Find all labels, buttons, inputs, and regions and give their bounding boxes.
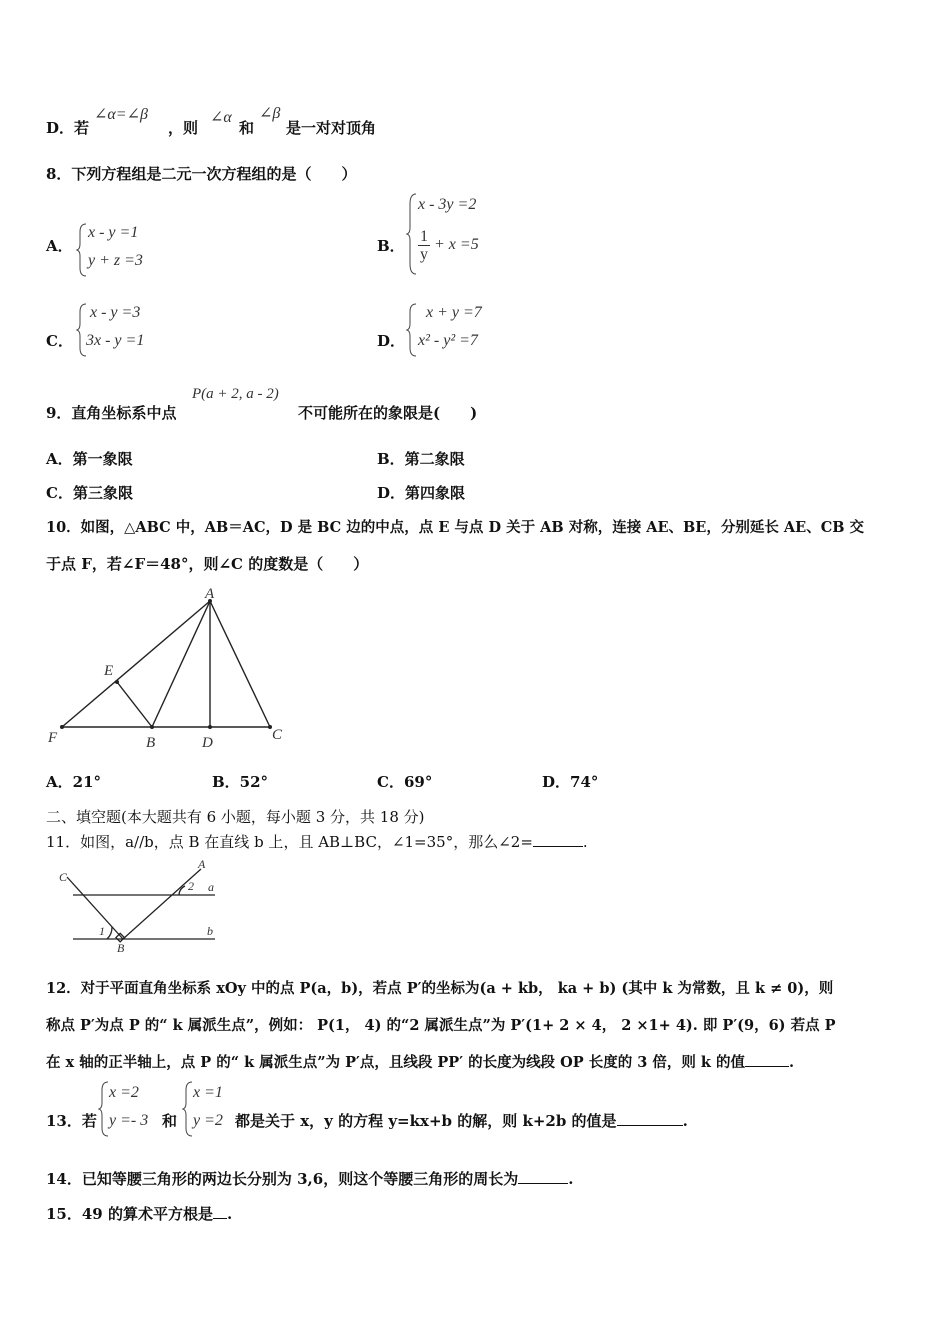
q7-end: 是一对对顶角 bbox=[286, 119, 377, 137]
q11-stem bbox=[46, 831, 588, 852]
point-f bbox=[60, 725, 64, 729]
q9-option-c: C．第三象限 bbox=[46, 484, 133, 502]
q13-system-2 bbox=[182, 1080, 242, 1138]
label-a-point: A bbox=[198, 857, 206, 871]
q13-and: 和 bbox=[162, 1112, 178, 1130]
q13-sys1-eq2: y =- 3 bbox=[109, 1112, 149, 1129]
label-e: E bbox=[104, 663, 114, 679]
q9-option-a: A．第一象限 bbox=[46, 450, 133, 468]
q8-b-eq2 bbox=[418, 228, 479, 263]
q14-stem-text: 14．已知等腰三角形的两边长分别为 3,6，则这个等腰三角形的周长为 bbox=[46, 1170, 519, 1188]
q8-option-a-system bbox=[76, 222, 196, 278]
q8-d-eq2: x² - y² =7 bbox=[418, 332, 478, 349]
line-ab bbox=[152, 601, 210, 727]
q8-c-eq1: x - y =3 bbox=[90, 304, 141, 321]
q9-stem-post: 不可能所在的象限是( ) bbox=[298, 404, 478, 422]
label-line-b: b bbox=[207, 924, 213, 938]
line-af bbox=[62, 601, 210, 727]
q7-beta: ∠β bbox=[259, 105, 281, 122]
brace-icon bbox=[76, 222, 88, 278]
q13-post bbox=[235, 1110, 688, 1131]
q8-option-c-system bbox=[76, 302, 196, 358]
q14-answer-blank[interactable] bbox=[518, 1169, 568, 1184]
q13-pre: 13．若 bbox=[46, 1112, 97, 1130]
label-f: F bbox=[48, 730, 58, 746]
label-line-a: a bbox=[208, 880, 214, 894]
q13-sys2-eq2: y =2 bbox=[193, 1112, 223, 1129]
angle-1-arc bbox=[107, 927, 112, 939]
q10-stem-line1: 10．如图，△ABC 中，AB＝AC，D 是 BC 边的中点，点 E 与点 D 关于 AB 对称，连接 AE、BE，分别延长 AE、CB 交 bbox=[46, 519, 865, 536]
q13-system-1 bbox=[98, 1080, 168, 1138]
q15-answer-blank[interactable] bbox=[213, 1204, 227, 1219]
q15-stem-text: 15．49 的算术平方根是 bbox=[46, 1205, 213, 1223]
label-a: A bbox=[205, 586, 215, 602]
q8-b-eq1: x - 3y =2 bbox=[418, 196, 477, 213]
point-b bbox=[150, 725, 154, 729]
q8-a-eq1: x - y =1 bbox=[88, 224, 139, 241]
q13-answer-blank[interactable] bbox=[617, 1111, 683, 1126]
q10-option-d: D．74° bbox=[542, 773, 599, 791]
q13-sys2-eq1: x =1 bbox=[193, 1084, 223, 1101]
q8-c-eq2: 3x - y =1 bbox=[86, 332, 145, 349]
q11-answer-blank[interactable] bbox=[533, 832, 583, 847]
q7-condition: ∠α=∠β bbox=[94, 106, 148, 123]
q8-b-eq2-rest: + x =5 bbox=[434, 236, 479, 254]
q10-option-a: A．21° bbox=[46, 773, 102, 791]
q14-end: . bbox=[568, 1170, 574, 1188]
label-angle-2: 2 bbox=[188, 879, 194, 893]
line-eb bbox=[117, 682, 152, 727]
q8-d-eq1: x + y =7 bbox=[426, 304, 482, 321]
q8-option-b-label: B． bbox=[377, 237, 405, 255]
q11-stem-end: . bbox=[582, 833, 588, 851]
q7-option-d-label: D．若 bbox=[46, 119, 90, 137]
q13-end: . bbox=[682, 1112, 688, 1130]
q10-option-b: B．52° bbox=[212, 773, 269, 791]
q13-post-text: 都是关于 x，y 的方程 y=kx+b 的解，则 k+2b 的值是 bbox=[235, 1112, 617, 1130]
q10-triangle-figure bbox=[40, 582, 300, 757]
q9-point: P(a + 2, a - 2) bbox=[192, 386, 279, 402]
label-c: C bbox=[272, 727, 283, 743]
q11-parallel-lines-figure bbox=[55, 857, 225, 953]
q9-stem-pre: 9．直角坐标系中点 bbox=[46, 404, 177, 422]
q15-stem bbox=[46, 1203, 232, 1224]
section-title: 二、填空题(本大题共有 6 小题，每小题 3 分，共 18 分) bbox=[46, 808, 425, 826]
q8-option-c-label: C． bbox=[46, 332, 73, 350]
q12-line1: 12．对于平面直角坐标系 xOy 中的点 P(a，b)，若点 P′的坐标为(a + kb， ka + b) (其中 k 为常数，且 k ≠ 0)，则 bbox=[46, 980, 834, 997]
label-d: D bbox=[202, 735, 213, 751]
brace-icon bbox=[406, 192, 418, 276]
brace-icon bbox=[406, 302, 418, 358]
label-b: B bbox=[146, 735, 156, 751]
q8-stem: 8．下列方程组是二元一次方程组的是（ ） bbox=[46, 165, 357, 183]
q8-option-d-system bbox=[406, 302, 526, 358]
q10-stem-line2: 于点 F，若∠F＝48°，则∠C 的度数是（ ） bbox=[46, 555, 369, 573]
q7-then: ，则 bbox=[168, 119, 199, 137]
q15-end: . bbox=[226, 1205, 233, 1223]
q12-answer-blank[interactable] bbox=[745, 1052, 789, 1067]
point-e bbox=[115, 680, 119, 684]
q8-option-d-label: D． bbox=[377, 332, 406, 350]
q9-option-b: B．第二象限 bbox=[377, 450, 465, 468]
q7-and: 和 bbox=[239, 119, 255, 137]
q9-option-d: D．第四象限 bbox=[377, 484, 466, 502]
line-bc bbox=[67, 877, 123, 939]
q14-stem bbox=[46, 1168, 573, 1189]
q7-alpha: ∠α bbox=[210, 109, 232, 126]
q8-b-frac-den: y bbox=[420, 246, 428, 263]
q12-end: . bbox=[789, 1054, 795, 1071]
q8-option-b-system bbox=[406, 192, 526, 276]
label-b-point: B bbox=[117, 941, 125, 953]
q10-option-c: C．69° bbox=[377, 773, 433, 791]
q13-sys1-eq1: x =2 bbox=[109, 1084, 139, 1101]
line-ac bbox=[210, 601, 270, 727]
label-angle-1: 1 bbox=[99, 924, 105, 938]
q12-line3-text: 在 x 轴的正半轴上，点 P 的“ k 属派生点”为 P′点，且线段 PP′ 的长度为线段 OP 长度的 3 倍，则 k 的值 bbox=[46, 1054, 746, 1071]
q12-line2: 称点 P′为点 P 的“ k 属派生点”，例如： P(1， 4) 的“2 属派生点”为 P′(1+ 2 × 4， 2 ×1+ 4). 即 P′(9，6) 若点 P bbox=[46, 1017, 836, 1034]
point-d bbox=[208, 725, 212, 729]
q8-option-a-label: A． bbox=[46, 237, 73, 255]
q12-line3 bbox=[46, 1051, 794, 1072]
q8-b-frac-num: 1 bbox=[420, 228, 428, 245]
q8-a-eq2: y + z =3 bbox=[88, 252, 143, 269]
label-c: C bbox=[59, 870, 68, 884]
q11-stem-text: 11．如图，a//b，点 B 在直线 b 上，且 AB⊥BC，∠1=35°，那么∠2= bbox=[46, 833, 533, 851]
